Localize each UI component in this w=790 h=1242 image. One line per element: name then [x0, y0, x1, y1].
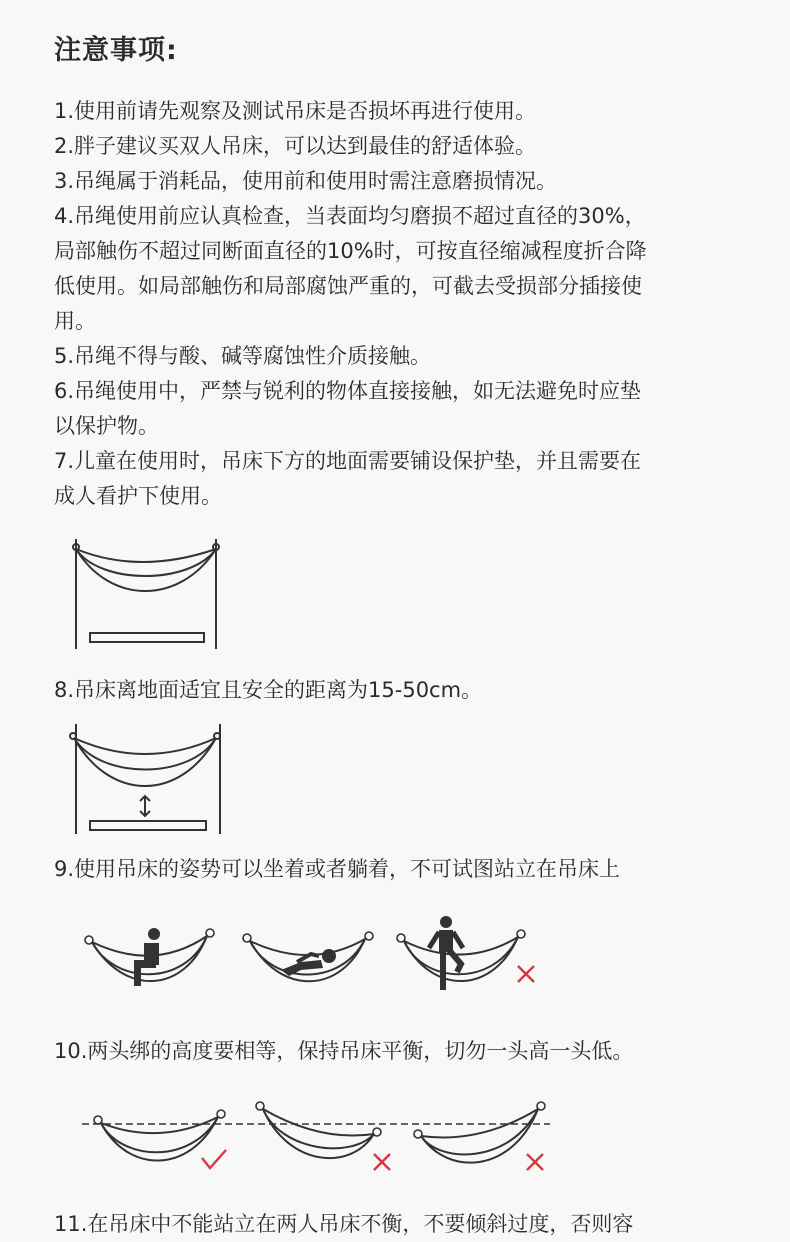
hammock-height-illustration	[60, 720, 240, 840]
hammock-standing-illustration	[393, 914, 553, 994]
notice-item-11-partial: 11.在吊床中不能站立在两人吊床不衡，不要倾斜过度，否则容	[54, 1212, 634, 1236]
hammock-lying-illustration	[241, 924, 375, 994]
notice-item-9: 9.使用吊床的姿势可以坐着或者躺着，不可试图站立在吊床上	[54, 857, 621, 881]
page-title: 注意事项:	[54, 35, 178, 66]
notice-item-8: 8.吊床离地面适宜且安全的距离为15-50cm。	[54, 678, 483, 702]
hammock-level-illustration	[80, 1094, 560, 1180]
hammock-sitting-illustration	[84, 924, 218, 994]
check-mark-icon	[202, 1150, 226, 1168]
wrong-mark-icon	[374, 1154, 390, 1170]
notice-items-1-7: 1.使用前请先观察及测试吊床是否损坏再进行使用。 2.胖子建议买双人吊床，可以达到最佳的舒适体验。 3.吊绳属于消耗品，使用前和使用时需注意磨损情况。 4.吊绳使用前应认真检查，当表面均匀磨损不超过直径的30%， 局部触伤不超过同断面直径的10%时，可按直径缩减程度折合降 低使用。如局部触伤和局部腐蚀严重的，可截去受损部分插接使 用。 5.吊绳不得与酸、碱等腐蚀性介质接触。 6.吊绳使用中，严禁与锐利的物体直接接触，如无法避免时应垫 以保护物。 7.儿童在使用时，吊床下方的地面需要铺设保护垫，并且需要在 成人看护下使用。	[54, 99, 647, 508]
wrong-mark-icon	[518, 966, 534, 982]
hammock-over-pad-illustration	[60, 535, 240, 655]
wrong-mark-icon	[527, 1154, 543, 1170]
notice-item-10: 10.两头绑的高度要相等，保持吊床平衡，切勿一头高一头低。	[54, 1039, 634, 1063]
